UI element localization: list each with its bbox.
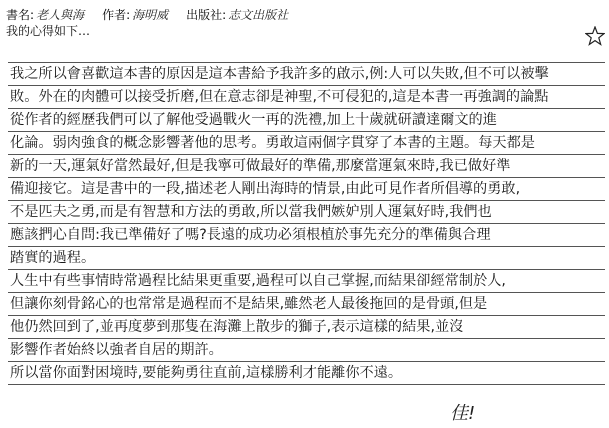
book-info-header <box>6 6 306 22</box>
essay-line: 備迎接它。這是書中的一段,描述老人剛出海時的情景,由此可見作者所倡導的勇敢, <box>10 181 521 197</box>
author-value: 海明威 <box>132 8 169 22</box>
essay-line: 踏實的過程。 <box>10 250 96 266</box>
essay-line: 新的一天,運氣好當然最好,但是我寧可做最好的準備,那麼當運氣來時,我已做好準 <box>10 158 511 174</box>
essay-line: 他仍然回到了,並再度夢到那隻在海灘上散步的獅子,表示這樣的結果,並沒 <box>10 319 464 335</box>
essay-line: 應該捫心自問:我已準備好了嗎?長遠的成功必須根植於事先充分的準備與合理 <box>10 227 491 243</box>
publisher-label: 出版社: <box>186 8 227 22</box>
essay-body <box>0 62 609 428</box>
essay-line: 人生中有些事情時常過程比結果更重要,過程可以自己掌握,而結果卻經常制於人, <box>10 273 506 289</box>
publisher-value: 志文出版社 <box>228 8 289 22</box>
star-icon <box>585 26 605 46</box>
book-title-value: 老人與海 <box>36 8 85 22</box>
teacher-comment: 佳! <box>450 403 476 424</box>
essay-line: 化論。弱肉強食的概念影響著他的思考。勇敢這兩個字貫穿了本書的主題。每天都是 <box>10 135 535 151</box>
essay-line: 影響作者始終以強者自居的期許。 <box>10 342 223 358</box>
book-title-label: 書名: <box>6 8 35 22</box>
essay-line: 不是匹夫之勇,而是有智慧和方法的勇敢,所以當我們嫉妒別人運氣好時,我們也 <box>10 204 492 220</box>
essay-line: 所以當你面對困境時,要能夠勇往直前,這樣勝利才能離你不遠。 <box>10 365 403 381</box>
essay-line: 我之所以會喜歡這本書的原因是這本書給予我許多的啟示,例:人可以失敗,但不可以被擊 <box>10 66 549 82</box>
essay-line: 從作者的經歷我們可以了解他受過戰火一再的洗禮,加上十歲就研讀達爾文的進 <box>10 112 497 128</box>
author-label: 作者: <box>102 8 131 22</box>
ruled-line <box>8 384 605 385</box>
essay-line: 但讓你刻骨銘心的也常常是過程而不是結果,雖然老人最後拖回的是骨頭,但是 <box>10 296 488 312</box>
reflection-intro: 我的心得如下… <box>6 24 91 38</box>
essay-line: 敗。外在的肉體可以接受折磨,但在意志卻是神聖,不可侵犯的,這是本書一再強調的論點 <box>10 89 549 105</box>
